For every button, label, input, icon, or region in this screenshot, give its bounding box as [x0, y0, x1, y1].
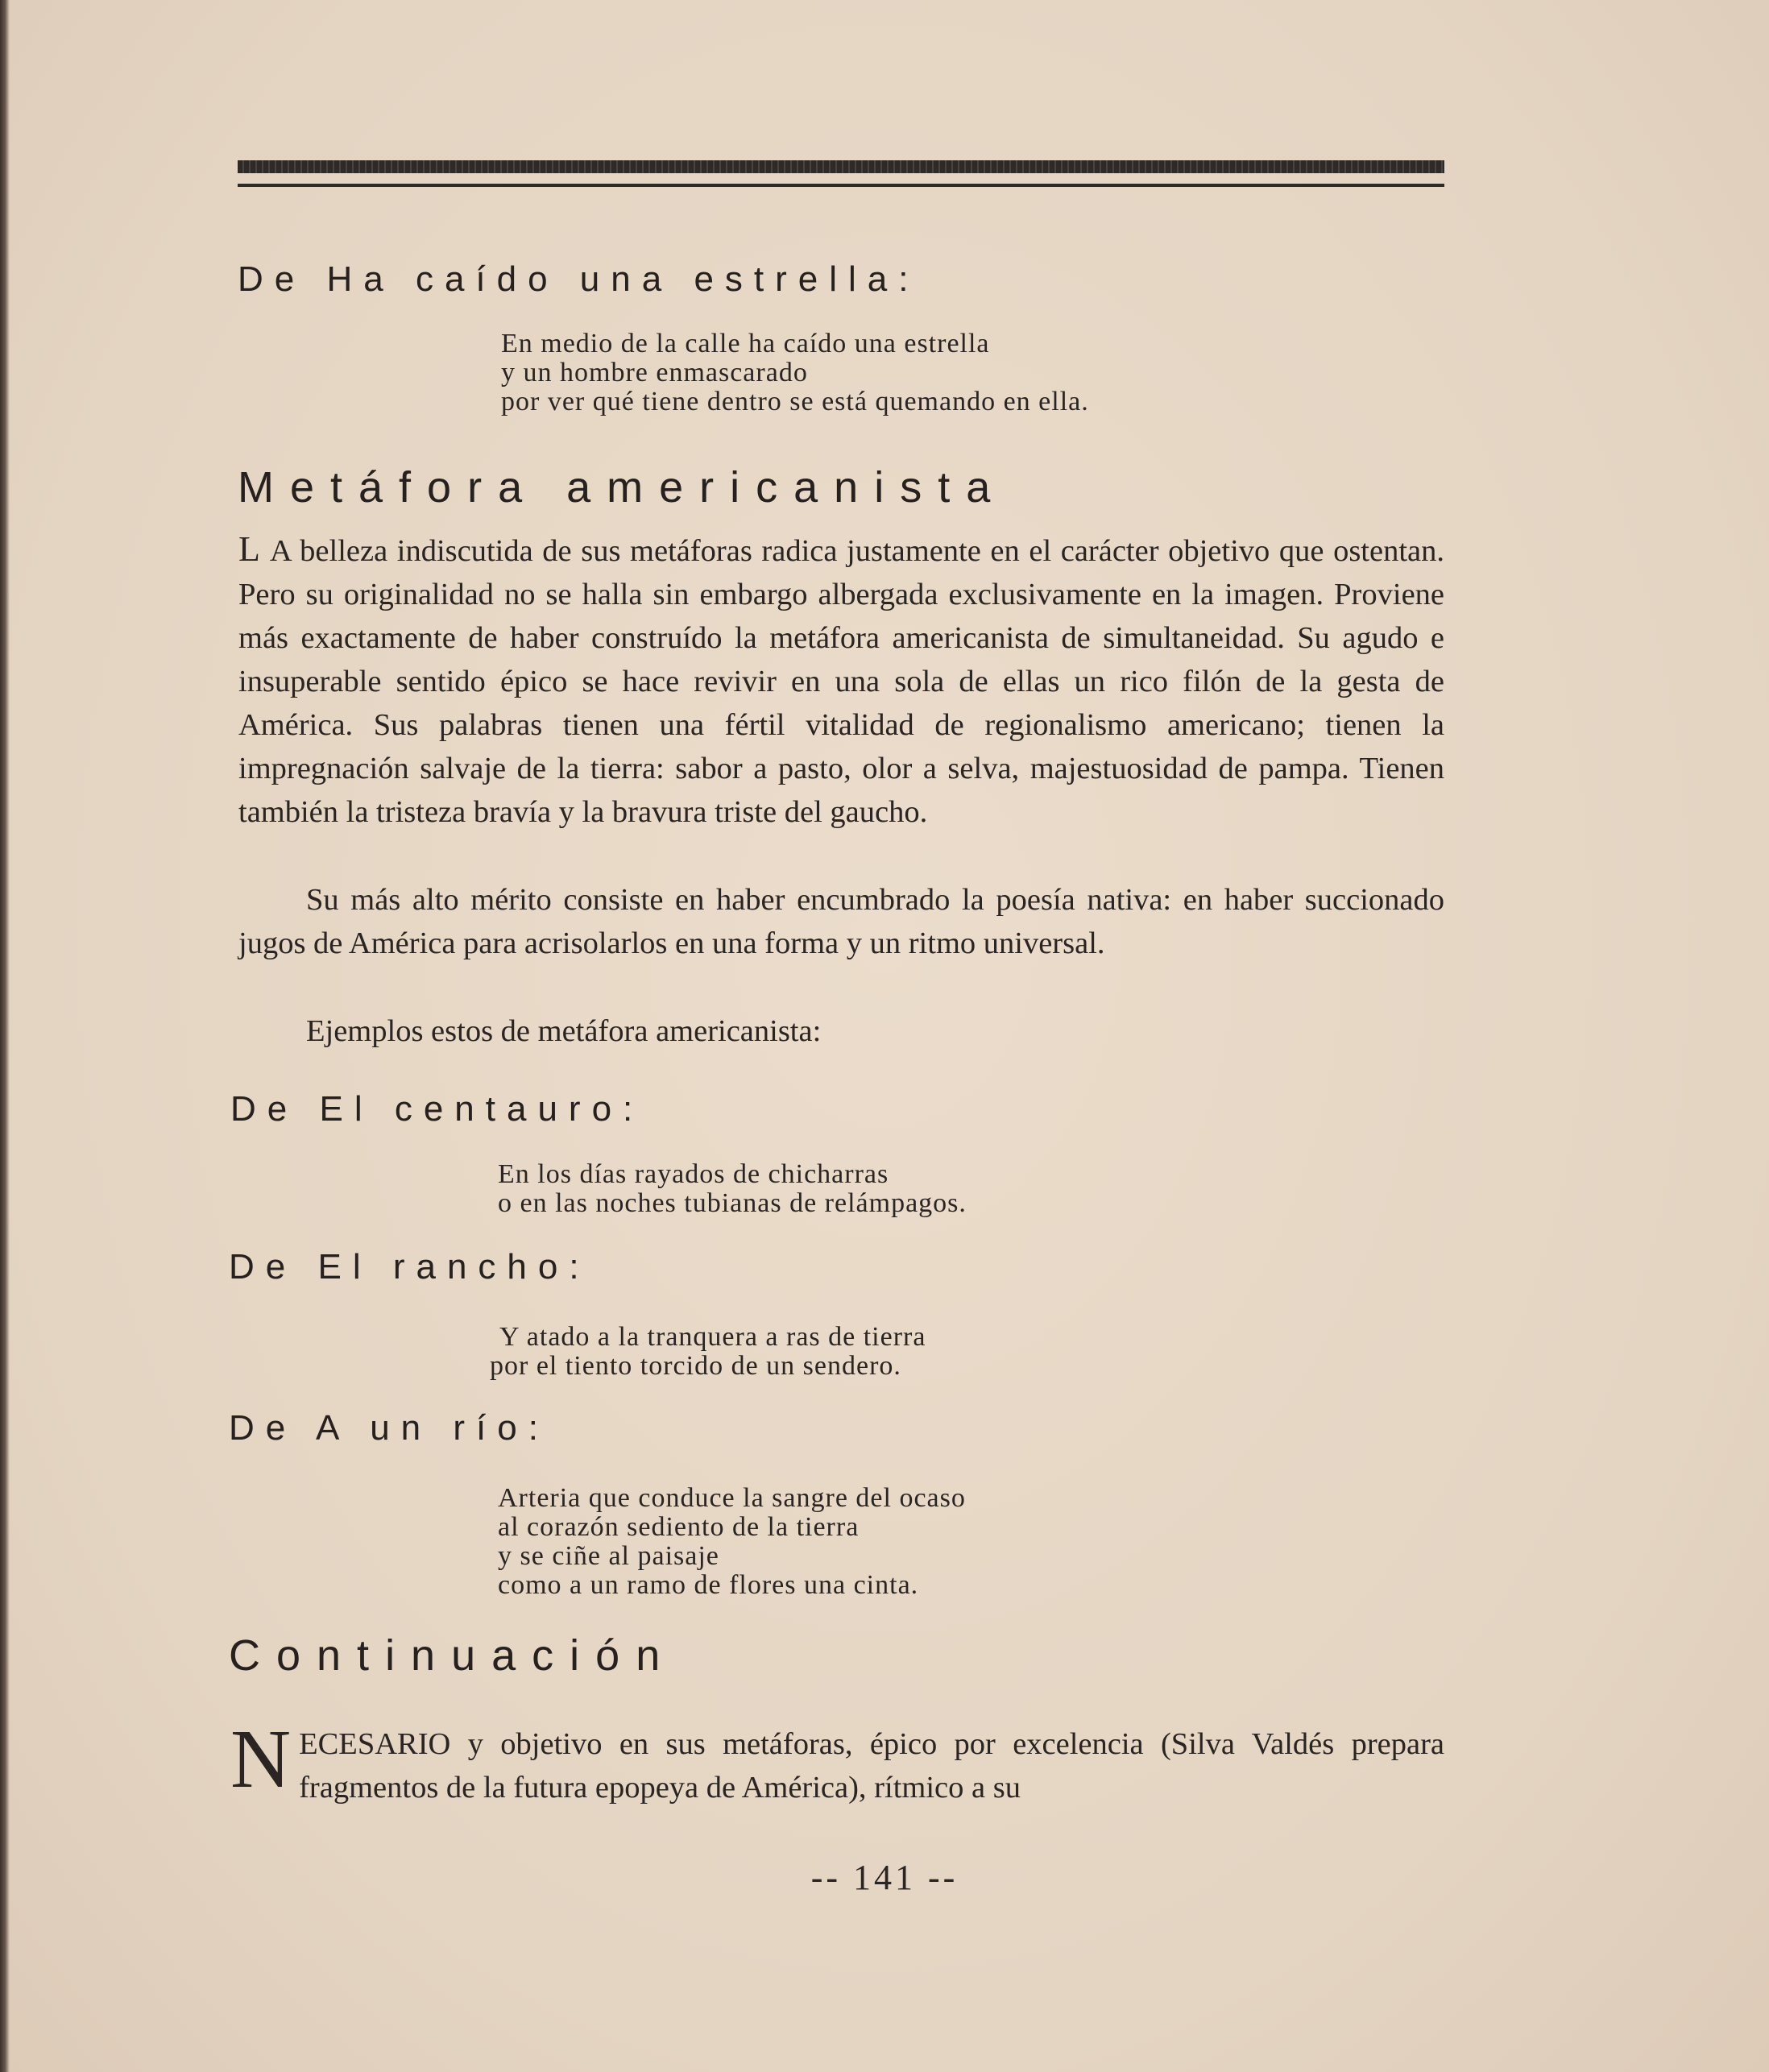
verse-line: o en las noches tubianas de relámpagos. — [498, 1188, 967, 1218]
subheading-el-centauro: De El centauro: — [230, 1089, 644, 1129]
paragraph-text: A belleza indiscutida de sus metáforas radica justamente en el carácter objetivo que ostentan. Pero su originalidad no se halla sin embargo albergada exclusivamente en la imagen. Proviene más exactamente de haber construído la metáfora americanista de simultaneidad. Su agudo e insuperable sentido épico se hace revivir en una sola de ellas un rico filón de la gesta de América. Sus palabras tienen una fértil vitalidad de regionalismo americano; tienen la impregnación salvaje de la tierra: sabor a pasto, olor a selva, majestuosidad de pampa. Tienen también la tristeza bravía y la bravura triste del gaucho. — [238, 534, 1444, 829]
verse-line: por el tiento torcido de un sendero. — [490, 1351, 901, 1381]
verse-line: al corazón sediento de la tierra — [498, 1512, 860, 1542]
drop-cap: N — [230, 1713, 292, 1805]
verse-line: y un hombre enmascarado — [501, 358, 808, 387]
book-spine-edge — [0, 0, 10, 2072]
verse-line: y se ciñe al paisaje — [498, 1541, 719, 1571]
section-title-continuacion: Continuación — [229, 1631, 677, 1680]
paragraph-metafora-3: Ejemplos estos de metáfora americanista: — [306, 1014, 822, 1048]
header-rule-thin — [238, 184, 1444, 187]
verse-el-rancho — [490, 1323, 926, 1381]
verse-line: Y atado a la tranquera a ras de tierra — [499, 1322, 926, 1352]
verse-a-un-rio — [498, 1484, 966, 1600]
paragraph-continuacion — [230, 1713, 1444, 1809]
subheading-el-rancho: De El rancho: — [229, 1247, 590, 1287]
verse-line: En los días rayados de chicharras — [498, 1159, 889, 1189]
verse-line: Arteria que conduce la sangre del ocaso — [498, 1483, 966, 1513]
section-title-metafora-americanista: Metáfora americanista — [238, 463, 1007, 512]
header-rule-thick — [238, 160, 1444, 173]
subheading-a-un-rio: De A un río: — [229, 1408, 549, 1448]
paragraph-text: ECESARIO y objetivo en sus metáforas, épico por excelencia (Silva Valdés prepara fragmentos de la futura epopeya de América), rítmico a su — [299, 1727, 1444, 1805]
verse-line: como a un ramo de flores una cinta. — [498, 1570, 919, 1600]
verse-ha-caido-una-estrella — [501, 329, 1089, 416]
paragraph-metafora-2: Su más alto mérito consiste en haber encumbrado la poesía nativa: en haber succionado jugos de América para acrisolarlos en una forma y un ritmo universal. — [238, 883, 1444, 960]
verse-line: En medio de la calle ha caído una estrella — [501, 329, 990, 358]
verse-line: por ver qué tiene dentro se está quemando en ella. — [501, 387, 1089, 416]
subheading-ha-caido-una-estrella: De Ha caído una estrella: — [238, 259, 920, 299]
page-number: -- 141 -- — [810, 1858, 959, 1897]
initial-letter: L — [238, 529, 260, 569]
paragraph-metafora-1 — [238, 528, 1444, 834]
verse-el-centauro — [498, 1160, 967, 1218]
